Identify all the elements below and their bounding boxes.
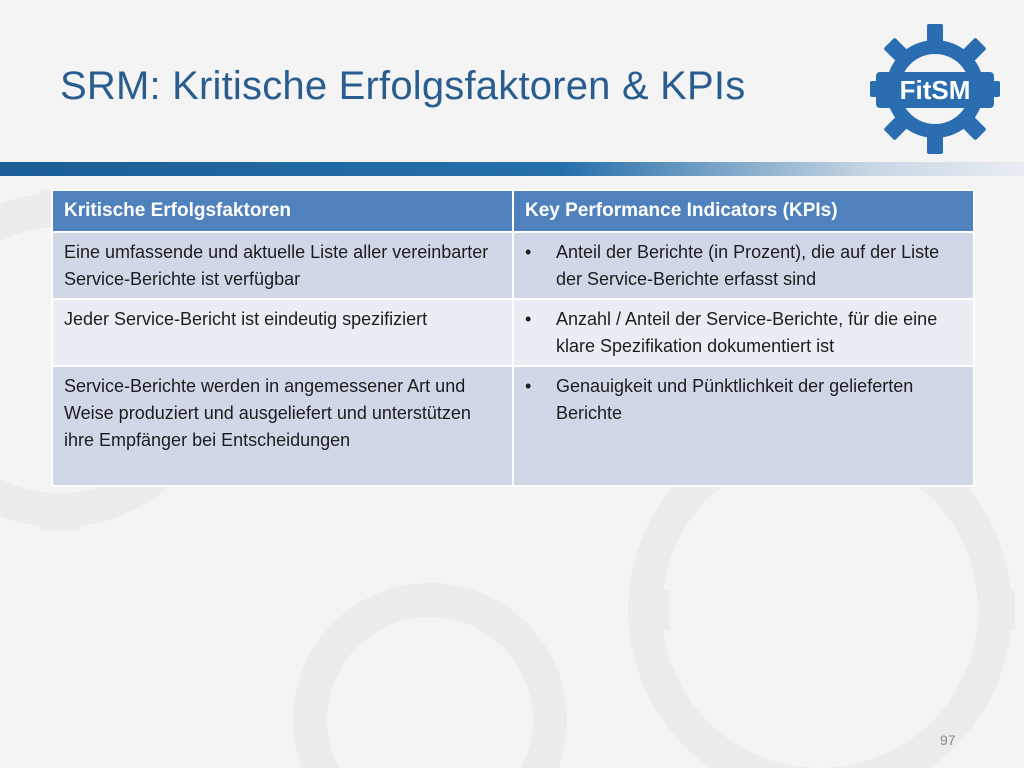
fitsm-logo <box>868 22 1002 156</box>
factor-text: Service-Berichte werden in angemessener Art und Weise produziert und ausgeliefert und unterstützen ihre Empfänger bei Entscheidungen <box>64 376 471 450</box>
page-number: 97 <box>940 732 956 748</box>
column-header-factors: Kritische Erfolgsfaktoren <box>52 190 513 232</box>
table-row <box>52 232 974 299</box>
kpi-cell <box>513 232 974 299</box>
table-row <box>52 366 974 486</box>
factor-cell <box>52 299 513 366</box>
bullet-icon: • <box>525 309 532 329</box>
table-row <box>52 299 974 366</box>
kpi-text: Anteil der Berichte (in Prozent), die auf der Liste der Service-Berichte erfasst sind <box>556 242 940 289</box>
kpi-table <box>51 189 975 487</box>
table-header-row <box>52 190 974 232</box>
column-header-kpis: Key Performance Indicators (KPIs) <box>513 190 974 232</box>
logo-text: FitSM <box>899 75 971 105</box>
kpi-text: Genauigkeit und Pünktlichkeit der gelieferten Berichte <box>556 376 914 423</box>
factor-text: Jeder Service-Bericht ist eindeutig spezifiziert <box>64 309 428 329</box>
kpi-cell <box>513 366 974 486</box>
factor-text: Eine umfassende und aktuelle Liste aller vereinbarter Service-Berichte ist verfügbar <box>64 242 489 289</box>
factor-cell <box>52 366 513 486</box>
kpi-cell <box>513 299 974 366</box>
kpi-text: Anzahl / Anteil der Service-Berichte, für die eine klare Spezifikation dokumentiert ist <box>556 309 938 356</box>
slide-title: SRM: Kritische Erfolgsfaktoren & KPIs <box>60 64 746 108</box>
bullet-icon: • <box>525 376 532 396</box>
header-stripe <box>0 162 1024 176</box>
bullet-icon: • <box>525 242 532 262</box>
factor-cell <box>52 232 513 299</box>
